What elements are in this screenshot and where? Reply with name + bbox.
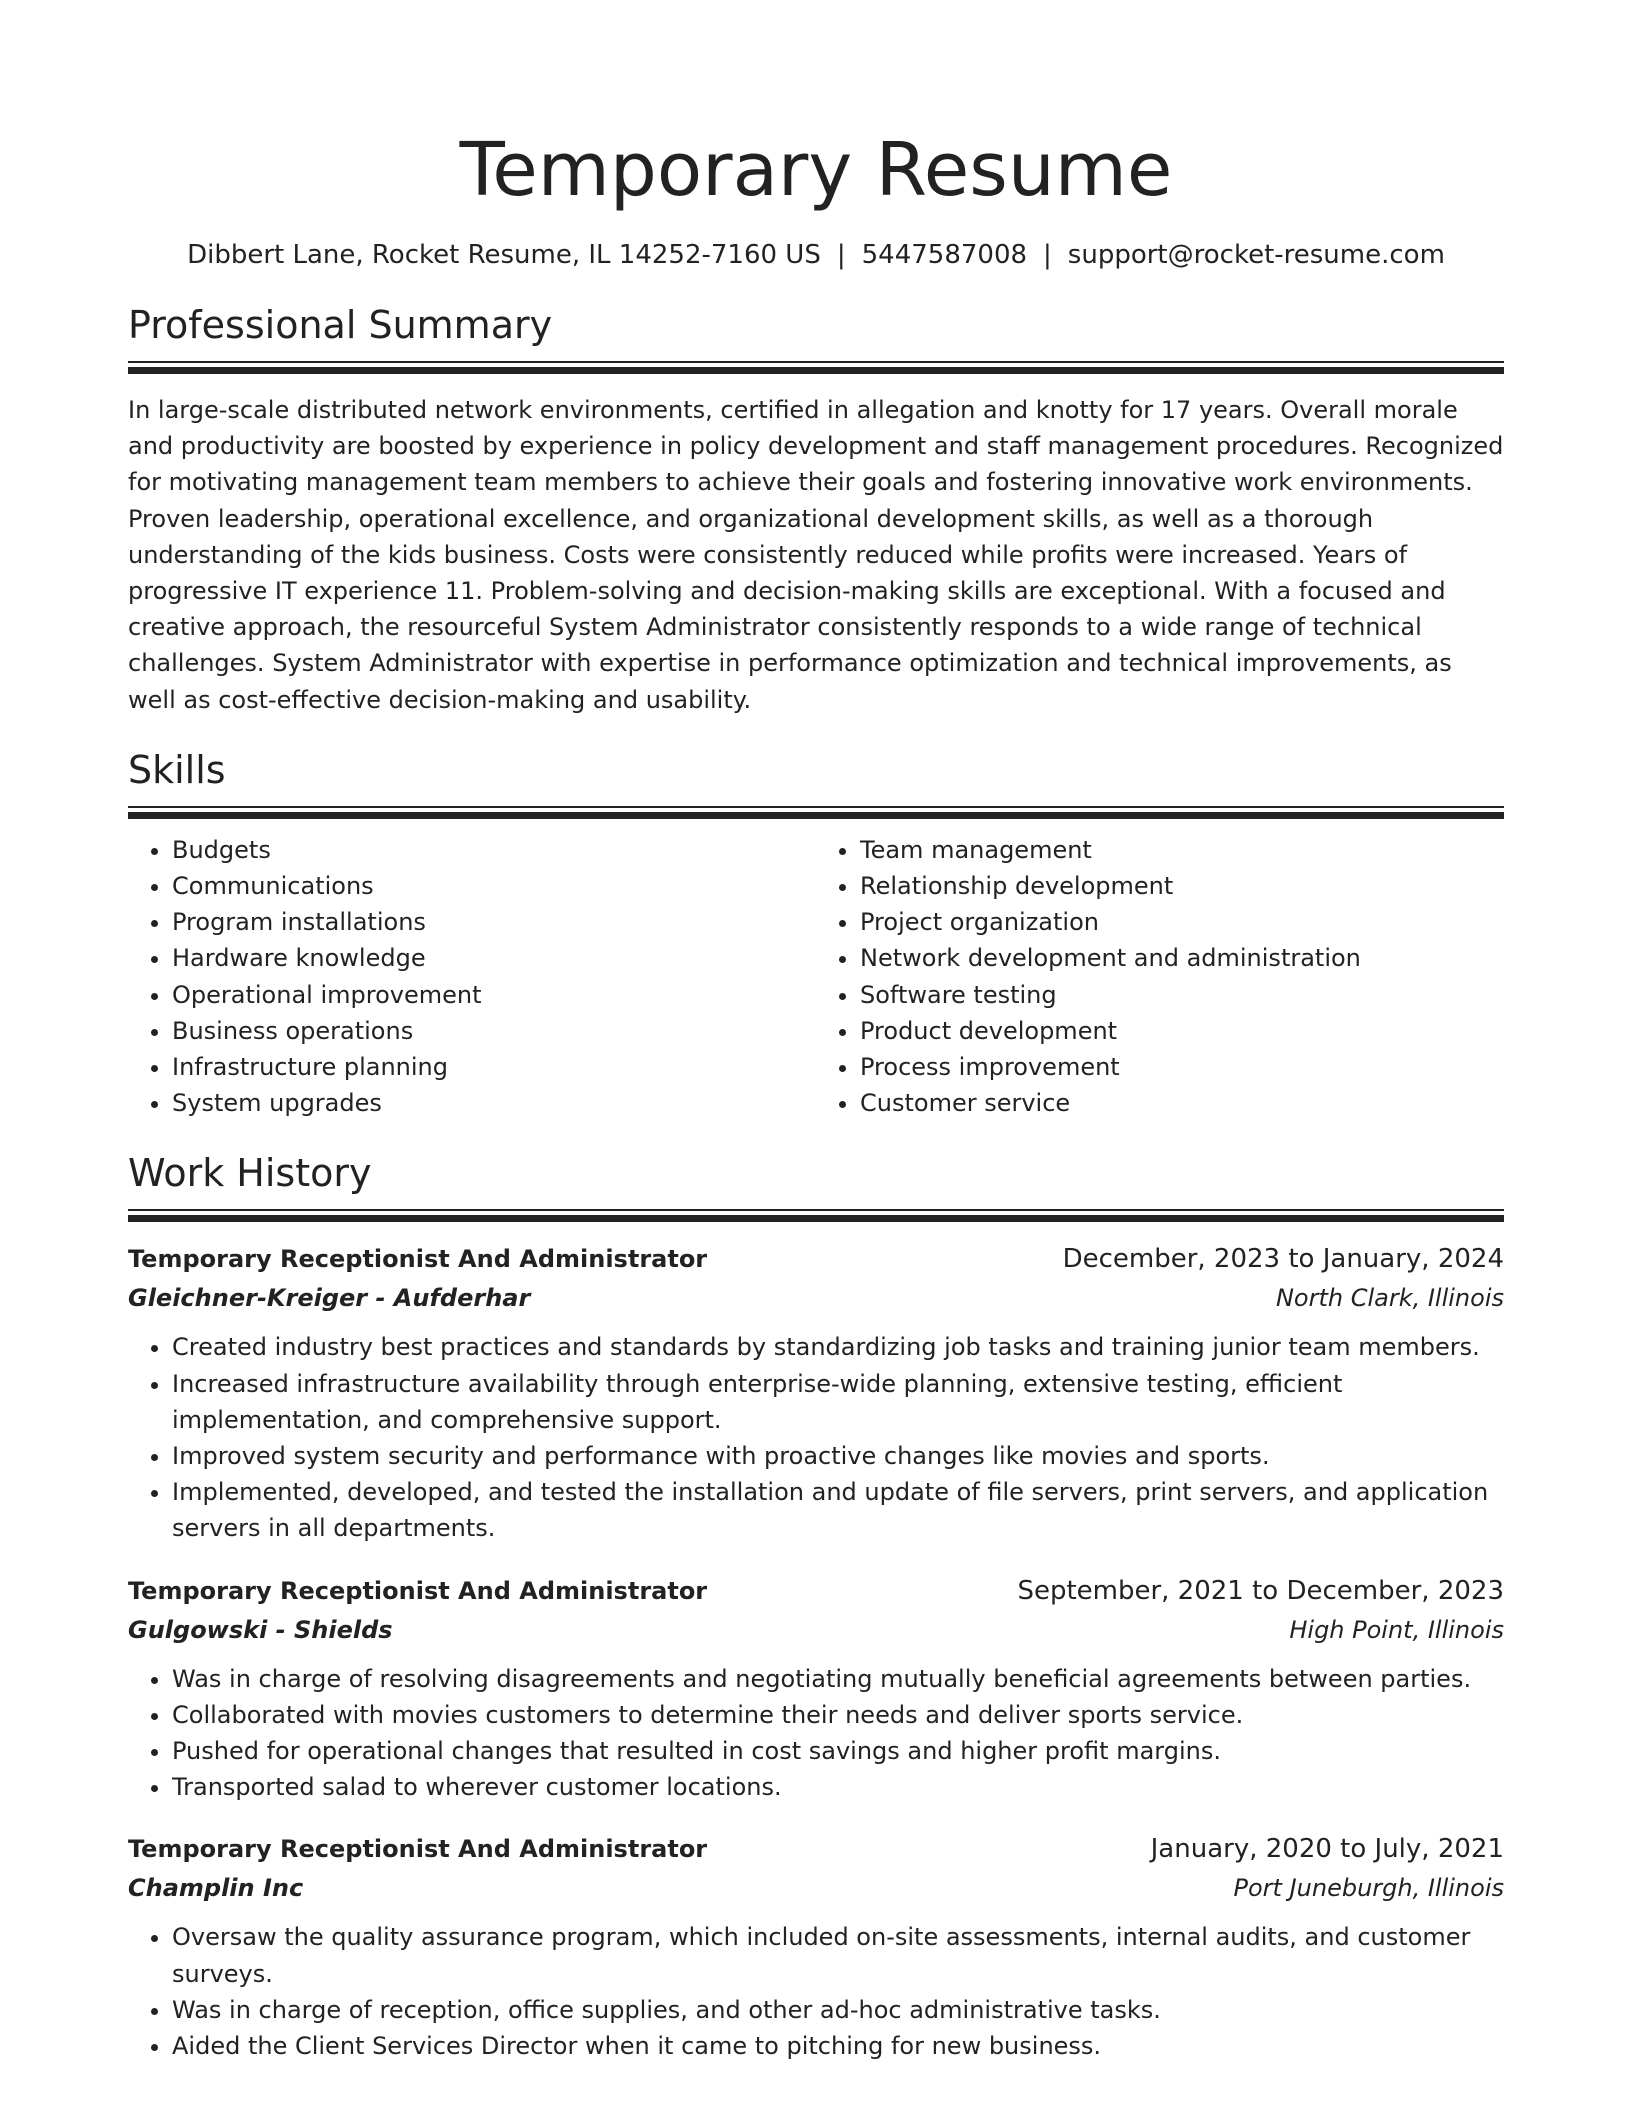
skill-item: • Software testing (860, 977, 1504, 1013)
contact-separator: | (1043, 240, 1052, 270)
resume-title: Temporary Resume (459, 127, 1173, 213)
job-bullets (128, 1661, 1504, 1806)
job-bullet: • Oversaw the quality assurance program, which included on-site assessments, internal audits, and customer surveys. (172, 1919, 1504, 1991)
job-bullet: • Was in charge of reception, office supplies, and other ad-hoc administrative tasks. (172, 1992, 1504, 2028)
job-entry (128, 1829, 1504, 2064)
contact-separator: | (836, 240, 846, 270)
skill-item: • Business operations (172, 1013, 816, 1049)
section-heading-skills: Skills (128, 747, 226, 792)
job-dates: December, 2023 to January, 2024 (1062, 1244, 1504, 1275)
job-company: Gleichner-Kreiger - Aufderhar (128, 1284, 531, 1313)
job-bullets (128, 1329, 1504, 1546)
job-bullet: • Collaborated with movies customers to determine their needs and deliver sports service. (172, 1697, 1504, 1733)
job-entry (128, 1571, 1504, 1806)
section-heading-summary: Professional Summary (128, 303, 553, 347)
resume-page (128, 0, 1504, 2064)
section-divider (128, 806, 1504, 822)
contact-phone: 5447587008 (861, 240, 1028, 270)
job-title: Temporary Receptionist And Administrator (128, 1835, 708, 1864)
summary-section (128, 301, 1504, 718)
job-entry (128, 1239, 1504, 1546)
skill-item: • Team management (860, 832, 1504, 868)
section-heading-work-history: Work History (128, 1151, 372, 1196)
job-dates: January, 2020 to July, 2021 (1150, 1834, 1504, 1865)
skill-item: • Customer service (860, 1085, 1504, 1121)
job-title: Temporary Receptionist And Administrator (128, 1245, 708, 1274)
job-bullets (128, 1919, 1504, 2064)
job-bullet: • Implemented, developed, and tested the installation and update of file servers, print servers, and application servers in all departments. (172, 1474, 1504, 1546)
job-dates: September, 2021 to December, 2023 (1017, 1575, 1504, 1606)
jobs-list (128, 1239, 1504, 2064)
work-history-section (128, 1149, 1504, 2064)
skills-list-right (816, 832, 1504, 1122)
job-bullet: • Was in charge of resolving disagreements and negotiating mutually beneficial agreements between parties. (172, 1661, 1504, 1697)
job-company: Gulgowski - Shields (128, 1615, 393, 1644)
skill-item: • Product development (860, 1013, 1504, 1049)
section-divider (128, 361, 1504, 377)
job-location: North Clark, Illinois (1275, 1284, 1504, 1313)
job-location: Port Juneburgh, Illinois (1233, 1874, 1504, 1903)
skill-item: • Relationship development (860, 868, 1504, 904)
skill-item: • Program installations (172, 904, 816, 940)
skill-item: • Hardware knowledge (172, 940, 816, 976)
contact-address: Dibbert Lane, Rocket Resume, IL 14252-7160 US (187, 240, 821, 270)
skill-item: • Network development and administration (860, 940, 1504, 976)
contact-email[interactable]: support@rocket-resume.com (1067, 240, 1445, 270)
section-divider (128, 1209, 1504, 1225)
skills-section (128, 746, 1504, 1122)
job-bullet: • Transported salad to wherever customer locations. (172, 1769, 1504, 1805)
summary-text: In large-scale distributed network environments, certified in allegation and knotty for 17 years. Overall morale and productivity are boosted by experience in policy development and staff management procedures. Recognized for motivating management team members to achieve their goals and fostering innovative work environments. Proven leadership, operational excellence, and organizational development skills, as well as a thorough understanding of the kids business. Costs were consistently reduced while profits were increased. Years of progressive IT experience 11. Problem-solving and decision-making skills are exceptional. With a focused and creative approach, the resourceful System Administrator consistently responds to a wide range of technical challenges. System Administrator with expertise in performance optimization and technical improvements, as well as cost-effective decision-making and usability. (128, 396, 1504, 714)
skill-item: • Budgets (172, 832, 816, 868)
skills-list-left (128, 832, 816, 1122)
job-title: Temporary Receptionist And Administrator (128, 1576, 708, 1605)
skill-item: • Operational improvement (172, 977, 816, 1013)
job-location: High Point, Illinois (1289, 1615, 1504, 1644)
job-bullet: • Improved system security and performance with proactive changes like movies and sports. (172, 1438, 1504, 1474)
skill-item: • System upgrades (172, 1085, 816, 1121)
job-bullet: • Aided the Client Services Director when it came to pitching for new business. (172, 2028, 1504, 2064)
contact-line (128, 239, 1504, 271)
skills-columns (128, 832, 1504, 1122)
job-bullet: • Created industry best practices and standards by standardizing job tasks and training junior team members. (172, 1329, 1504, 1365)
skill-item: • Infrastructure planning (172, 1049, 816, 1085)
skill-item: • Process improvement (860, 1049, 1504, 1085)
job-bullet: • Pushed for operational changes that resulted in cost savings and higher profit margins. (172, 1733, 1504, 1769)
skill-item: • Project organization (860, 904, 1504, 940)
job-company: Champlin Inc (128, 1874, 304, 1903)
job-bullet: • Increased infrastructure availability through enterprise-wide planning, extensive testing, efficient implementation, and comprehensive support. (172, 1366, 1504, 1438)
skill-item: • Communications (172, 868, 816, 904)
